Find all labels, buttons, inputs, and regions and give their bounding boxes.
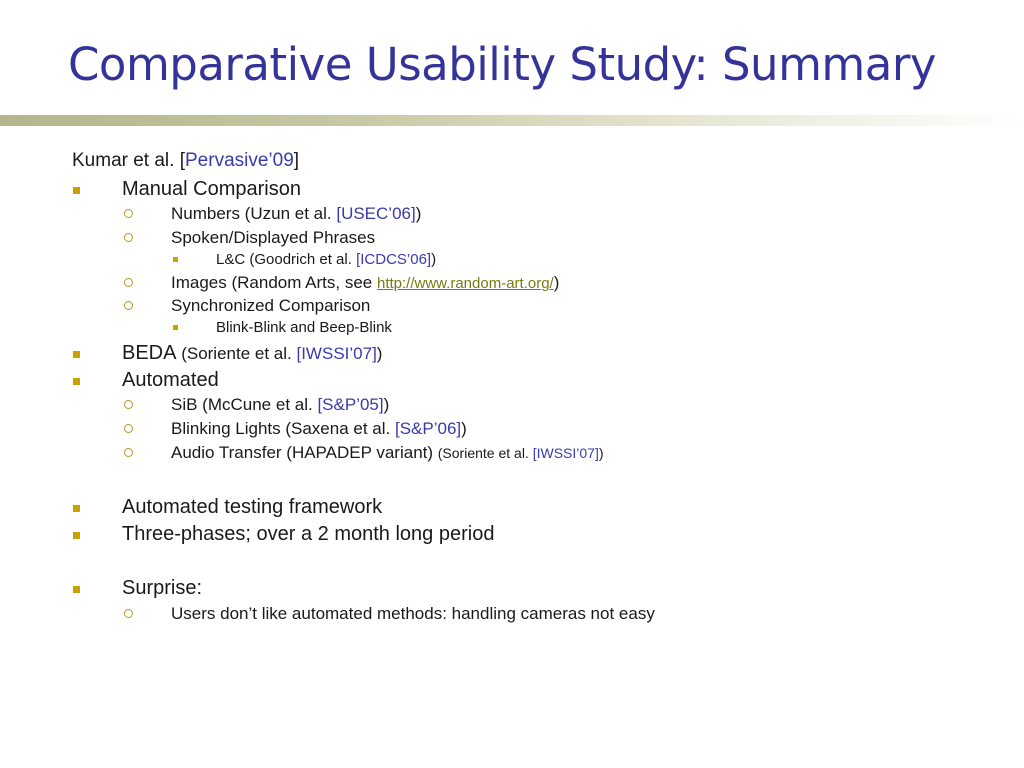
subsubbullet-lc xyxy=(216,251,436,268)
square-bullet-icon xyxy=(73,378,80,385)
square-bullet-icon xyxy=(73,532,80,539)
reference-link: [IWSSI’07] xyxy=(296,344,377,363)
bullet-label: Surprise: xyxy=(122,577,203,599)
slide-title: Comparative Usability Study: Summary xyxy=(68,38,936,91)
ring-bullet-icon xyxy=(124,209,133,218)
subbullet-text: Audio Transfer (HAPADEP variant) xyxy=(171,443,438,462)
subbullet-users xyxy=(171,604,655,624)
subbullet-images xyxy=(171,273,559,293)
subbullet-numbers xyxy=(171,204,421,224)
square-bullet-icon xyxy=(73,351,80,358)
bullet-surprise xyxy=(122,577,202,600)
square-bullet-icon xyxy=(73,586,80,593)
square-bullet-icon xyxy=(73,505,80,512)
bullet-label: Three-phases; over a 2 month long period xyxy=(122,523,495,545)
bullet-close: ) xyxy=(376,344,383,363)
intro-text: Kumar et al. [ xyxy=(72,150,185,171)
bullet-label: Automated xyxy=(122,369,219,391)
square-bullet-icon xyxy=(73,187,80,194)
ring-bullet-icon xyxy=(124,233,133,242)
reference-link: [ICDCS’06] xyxy=(356,251,432,268)
subsubbullet-blink xyxy=(216,319,392,336)
subbullet-sib xyxy=(171,395,389,415)
ring-bullet-icon xyxy=(124,424,133,433)
subbullet-text: Blinking Lights (Saxena et al. xyxy=(171,419,395,438)
subbullet-close: ) xyxy=(553,273,560,292)
subbullet-close: ) xyxy=(598,445,604,461)
reference-link: [S&P’05] xyxy=(317,395,384,414)
ring-bullet-icon xyxy=(124,400,133,409)
ring-bullet-icon xyxy=(124,278,133,287)
random-art-link[interactable]: http://www.random-art.org/ xyxy=(376,275,554,292)
subbullet-close: ) xyxy=(383,395,390,414)
subbullet-close: ) xyxy=(461,419,467,438)
subbullet-text: Users don’t like automated methods: handling cameras not easy xyxy=(171,604,655,623)
subbullet-close: ) xyxy=(415,204,422,223)
reference-link: [IWSSI’07] xyxy=(532,445,599,461)
subbullet-synchronized xyxy=(171,296,370,316)
reference-link: [USEC’06] xyxy=(336,204,416,223)
intro-reference: Pervasive’09 xyxy=(185,150,294,171)
bullet-beda xyxy=(122,342,382,365)
ring-bullet-icon xyxy=(124,609,133,618)
subsubbullet-close: ) xyxy=(431,251,437,268)
ring-bullet-icon xyxy=(124,301,133,310)
subbullet-text: Numbers (Uzun et al. xyxy=(171,204,337,223)
subbullet-text: Images (Random Arts, see xyxy=(171,273,377,292)
bullet-three-phases xyxy=(122,523,494,546)
bullet-label: Automated testing framework xyxy=(122,496,383,518)
subbullet-blinking-lights xyxy=(171,419,467,439)
subbullet-spoken-phrases xyxy=(171,228,375,248)
reference-link: [S&P’06] xyxy=(394,419,462,438)
bullet-automated xyxy=(122,369,219,392)
subsubbullet-text: L&C (Goodrich et al. xyxy=(216,251,357,268)
subbullet-text: Spoken/Displayed Phrases xyxy=(171,228,376,247)
bullet-label: Manual Comparison xyxy=(122,178,301,200)
bullet-label: BEDA xyxy=(122,342,177,364)
intro-line xyxy=(72,150,299,172)
bullet-testing-framework xyxy=(122,496,382,519)
ring-bullet-icon xyxy=(124,448,133,457)
intro-close: ] xyxy=(293,150,300,171)
subbullet-citation: (Soriente et al. xyxy=(437,445,533,461)
subbullet-text: SiB (McCune et al. xyxy=(171,395,318,414)
small-square-bullet-icon xyxy=(173,325,178,330)
subbullet-audio-transfer xyxy=(171,443,604,463)
small-square-bullet-icon xyxy=(173,257,178,262)
subsubbullet-text: Blink-Blink and Beep-Blink xyxy=(216,319,392,336)
bullet-manual-comparison xyxy=(122,178,301,201)
bullet-text: (Soriente et al. xyxy=(176,344,297,363)
subbullet-text: Synchronized Comparison xyxy=(171,296,371,315)
